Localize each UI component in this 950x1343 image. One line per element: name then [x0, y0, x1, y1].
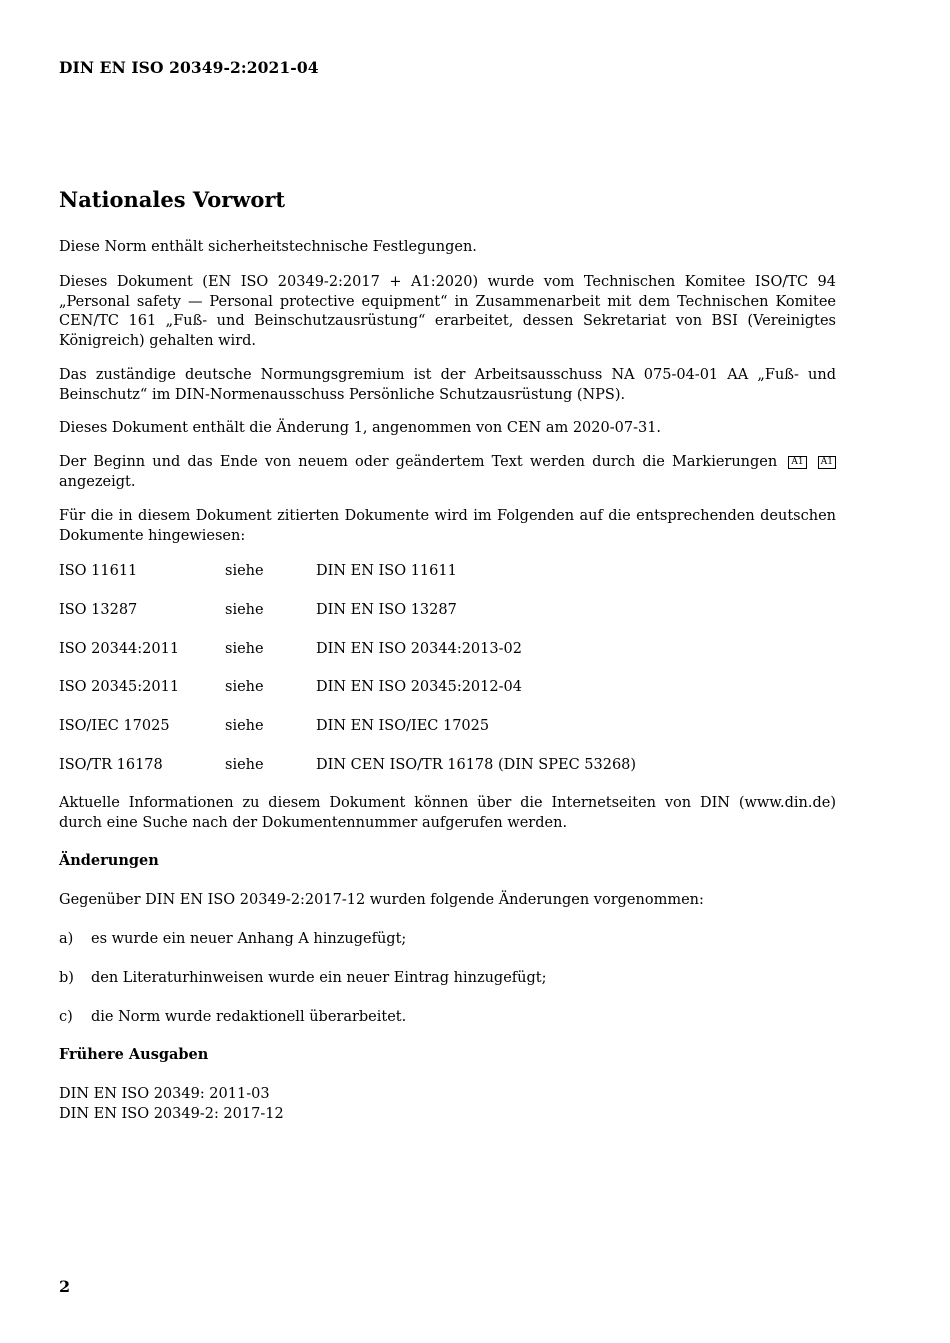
reference-iso: ISO/IEC 17025: [59, 718, 170, 734]
reference-iso: ISO 20344:2011: [59, 641, 180, 657]
paragraph-committee: Dieses Dokument (EN ISO 20349-2:2017 + A1:2020) wurde vom Technischen Komitee ISO/TC 94 „Personal safety — Personal protective equipment“ in Zusammenarbeit mit dem Technischen Komitee CEN/TC 161 „Fuß- und Beinschutzausrüstung“ erarbeitet, dessen Sekretariat von BSI (Vereinigtes Königreich) gehalten wird.: [59, 274, 836, 349]
previous-editions-heading: Frühere Ausgaben: [59, 1046, 209, 1063]
list-item-label: b): [59, 970, 74, 986]
reference-din: DIN EN ISO 20345:2012-04: [316, 679, 522, 695]
reference-sep: siehe: [225, 563, 264, 579]
reference-din: DIN EN ISO/IEC 17025: [316, 718, 490, 734]
changes-heading: Änderungen: [59, 852, 159, 869]
paragraph-markers-end: angezeigt.: [59, 474, 136, 490]
reference-din: DIN CEN ISO/TR 16178 (DIN SPEC 53268): [316, 757, 637, 773]
previous-edition: DIN EN ISO 20349: 2011-03: [59, 1086, 270, 1102]
reference-iso: ISO 20345:2011: [59, 679, 180, 695]
list-item-label: a): [59, 931, 74, 947]
reference-din: DIN EN ISO 13287: [316, 602, 457, 618]
reference-iso: ISO 11611: [59, 563, 138, 579]
paragraph-markers: [59, 453, 836, 473]
reference-sep: siehe: [225, 641, 264, 657]
reference-iso: ISO 13287: [59, 602, 138, 618]
reference-sep: siehe: [225, 602, 264, 618]
page-number: 2: [59, 1277, 71, 1296]
paragraph-amendment: Dieses Dokument enthält die Änderung 1, angenommen von CEN am 2020-07-31.: [59, 420, 662, 436]
reference-sep: siehe: [225, 757, 264, 773]
list-item-label: c): [59, 1009, 73, 1025]
list-item-text: es wurde ein neuer Anhang A hinzugefügt;: [91, 931, 407, 947]
previous-edition: DIN EN ISO 20349-2: 2017-12: [59, 1106, 284, 1122]
paragraph-national-body: Das zuständige deutsche Normungsgremium ist der Arbeitsausschuss NA 075-04-01 AA „Fuß- und Beinschutz“ im DIN-Normenausschuss Persönliche Schutzausrüstung (NPS).: [59, 367, 836, 403]
page-title: Nationales Vorwort: [59, 187, 286, 212]
paragraph-references-intro: Für die in diesem Dokument zitierten Dokumente wird im Folgenden auf die entsprechenden deutschen Dokumente hingewiesen:: [59, 508, 836, 544]
list-item-text: den Literaturhinweisen wurde ein neuer Eintrag hinzugefügt;: [91, 970, 547, 986]
reference-iso: ISO/TR 16178: [59, 757, 163, 773]
paragraph-safety: Diese Norm enthält sicherheitstechnische Festlegungen.: [59, 239, 477, 255]
marker-start-icon: A1: [788, 456, 806, 469]
reference-din: DIN EN ISO 20344:2013-02: [316, 641, 522, 657]
reference-din: DIN EN ISO 11611: [316, 563, 457, 579]
reference-sep: siehe: [225, 718, 264, 734]
marker-end-icon: A1: [818, 456, 836, 469]
markers-text: Der Beginn und das Ende von neuem oder geändertem Text werden durch die Markierungen: [59, 454, 778, 470]
list-item-text: die Norm wurde redaktionell überarbeitet.: [91, 1009, 407, 1025]
document-header: DIN EN ISO 20349-2:2021-04: [59, 58, 319, 77]
changes-intro: Gegenüber DIN EN ISO 20349-2:2017-12 wurden folgende Änderungen vorgenommen:: [59, 892, 704, 908]
paragraph-info: Aktuelle Informationen zu diesem Dokument können über die Internetseiten von DIN (www.din.de) durch eine Suche nach der Dokumentennummer aufgerufen werden.: [59, 795, 836, 831]
reference-sep: siehe: [225, 679, 264, 695]
